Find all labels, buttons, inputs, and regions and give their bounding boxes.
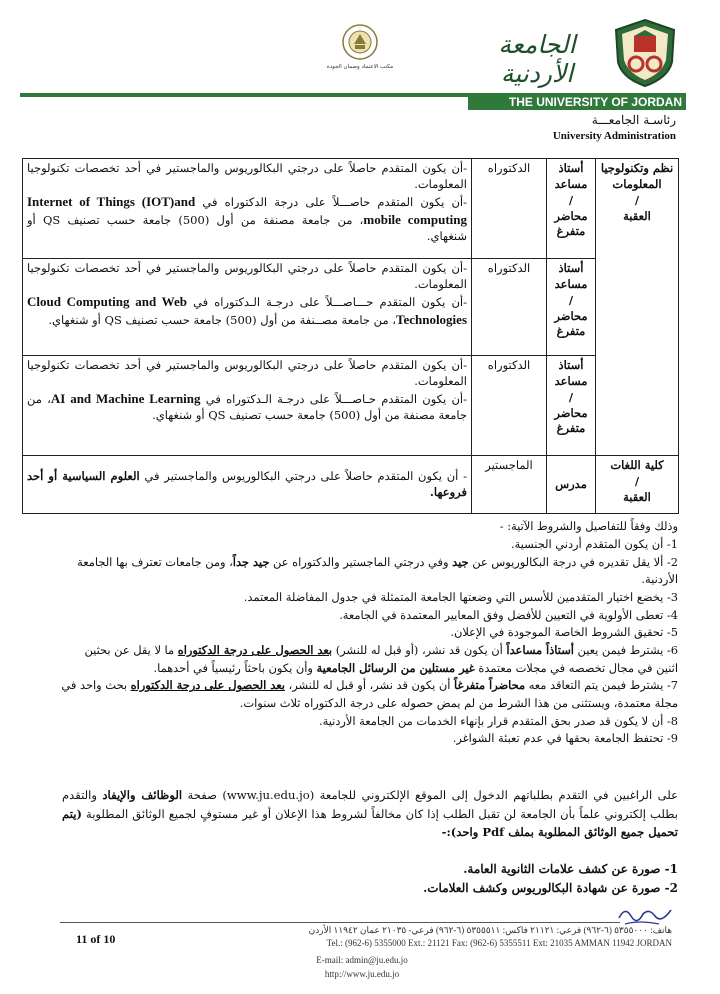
degree-cell: الدكتوراه [472,356,547,456]
condition-text: -أن يكون المتقدم حاصلاً على درجتي البكالوريوس والماجستير في أحد تخصصات تكنولوجيا المعلومات. [27,261,467,291]
list-item: 3- يخضع اختيار المتقدمين للأسس التي وضعتها الجامعة المتمثلة في جدول المفاضلة المعتمد. [243,590,678,605]
condition-text: - أن يكون المتقدم حاصلاً على درجتي البكالوريوس والماجستير في [144,468,467,483]
rank-cell [547,259,596,356]
apply-text-bold: الوظائف والإيفاد [102,788,183,802]
grade-very-good: جيد جداً [232,554,270,569]
college-line: / [634,473,640,488]
condition-text: -أن يكون المتقدم حـــاصـــلاً على درجـة الـدكتوراه في [193,294,468,309]
rank-cell: مدرس [547,456,596,514]
condition-text: -أن يكون المتقدم حاصلاً على درجتي البكالوريوس والماجستير في أحد تخصصات تكنولوجيا المعلومات. [27,358,467,388]
footer-contact-english: Tel.: (962-6) 5355000 Ext.: 21121 Fax: (962-6) 5355511 Ext: 21035 AMMAN 11942 JORDAN [326,938,672,948]
footer-rule [60,922,620,923]
rank-cell [547,159,596,259]
rank-line: مساعد [554,176,588,191]
condition-text: ، ومن جامعات تعترف بها الجامعة الأردنية. [77,554,678,587]
rank-line: محاضر [554,208,588,223]
seal-caption: مكتب الاعتماد وضمان الجودة [326,64,394,70]
condition-text: 6- يشترط فيمن يعين [577,643,678,658]
list-item: 2- صورة عن شهادة البكالوريوس وكشف العلامات. [423,881,678,896]
specialization-english: Internet of Things (IOT)and mobile computing [27,193,467,227]
specialization-english: Cloud Computing and Web Technologies [27,293,467,327]
rank-line: متفرغ [556,324,586,339]
list-item: 8- أن لا يكون قد صدر بحق المتقدم قرار بإنهاء الخدمات من الجامعة الأردنية. [318,713,678,728]
college-line: العقبة [623,489,651,504]
university-name-english: THE UNIVERSITY OF JORDAN [468,95,686,110]
college-line: كلية اللغات [610,458,664,472]
condition-text: أن يكون قد نشر، (أو قبل له للنشر) [335,643,503,658]
table-row [23,259,679,356]
condition-bold: غير مستلين من الرسائل الجامعية [316,660,475,675]
table-row [23,456,679,514]
university-logo [612,18,678,88]
list-item: 1- أن يكون المتقدم أردني الجنسية. [510,537,678,551]
apply-text: على الراغبين في التقدم بطلباتهم الدخول إلى الموقع الإلكتروني للجامعة (www.ju.edu.jo) صفحة [187,788,678,802]
footer-contact-arabic: هاتف: ٥٣٥٥٠٠٠ (٦-٩٦٢) فرعي: ٢١١٢١ فاكس: ٥٣٥٥٥١١ (٦-٩٦٢) فرعي- ٢١٠٣٥ عمان ١١٩٤٢ الأردن [308,925,672,935]
condition-text: ، من جامعة مصنفة من أول (500) جامعة حسب تصنيف QS أو شنغهاي. [27,212,467,243]
footer-email: E-mail: admin@ju.edu.jo [316,955,408,965]
college-line: العقبة [623,208,651,223]
footer-website[interactable]: http://www.ju.edu.jo [324,969,400,979]
condition-text-bold: العلوم السياسية أو أحد فروعها. [27,468,467,499]
rank-line: مساعد [554,276,588,291]
conditions-cell [23,159,472,259]
college-line: / [634,192,640,207]
college-line: نظم وتكنولوجيا [600,161,674,175]
application-paragraph [62,786,678,842]
conditions-cell [23,456,472,514]
list-item [60,642,678,677]
college-line: المعلومات [612,176,662,191]
condition-text: ما لا يقل عن بحثين اثنين في مجال تخصصه في مجلات معتمدة [84,643,678,675]
rank-line: محاضر [554,405,588,420]
condition-text: -أن يكون المتقدم حاصـــلاً على درجة الدكتوراه في [202,194,468,209]
conditions-cell [23,356,472,456]
rank-line: مساعد [554,373,588,388]
condition-text: وأن يكون باحثاً رئيسياً في أحدهما. [153,660,313,675]
rank-bold: محاضراً متفرغاً [454,678,526,693]
condition-text: وفي درجتي الماجستير والدكتوراه عن [273,554,449,569]
rank-line: / [568,389,574,404]
rank-line: / [568,292,574,307]
conditions-cell [23,259,472,356]
degree-cell: الماجستير [472,456,547,514]
list-item: 5- تحقيق الشروط الخاصة الموجودة في الإعلان. [450,625,678,640]
rank-line: أستاذ [558,161,584,175]
rank-line: أستاذ [558,261,584,275]
rank-line: / [568,192,574,207]
list-item: 9- تحتفظ الجامعة بحقها في عدم تعبئة الشواغر. [452,731,678,746]
table-row [23,159,679,259]
grade-good: جيد [452,554,469,569]
college-cell [596,456,679,514]
rank-line: متفرغ [556,224,586,239]
page-number: 11 of 10 [76,932,116,946]
rank-cell [547,356,596,456]
condition-underlined: بعد الحصول على درجة الدكتوراه [130,678,285,693]
degree-cell: الدكتوراه [472,159,547,259]
rank-line: محاضر [554,308,588,323]
condition-text: ، من جامعة مصنفة من أول (500) جامعة حسب تصنيف QS أو شنغهاي. [27,391,467,422]
condition-text: 2- ألا يقل تقديره في درجة البكالوريوس عن [472,554,678,569]
conditions-list [60,536,678,748]
specialization-english: AI and Machine Learning [50,390,201,406]
condition-text: أن يكون قد نشر، أو قبل له للنشر، [288,678,451,693]
list-item: 1- صورة عن كشف علامات الثانوية العامة. [463,862,678,876]
quality-seal-icon [340,22,380,62]
rank-line: متفرغ [556,421,586,436]
administration-arabic: رئاسـة الجامعـــة [591,113,676,127]
condition-underlined: بعد الحصول على درجة الدكتوراه [177,643,333,658]
administration-english: University Administration [552,130,676,142]
conditions-intro: وذلك وفقاً للتفاصيل والشروط الآتية: - [499,519,678,533]
college-cell [596,159,679,456]
list-item: 4- تعطى الأولوية في التعيين للأفضل وفق المعايير المعتمدة في الجامعة. [339,607,678,622]
positions-table [22,158,679,514]
condition-text: -أن يكون المتقدم حاصلاً على درجتي البكالوريوس والماجستير في أحد تخصصات تكنولوجيا المعلومات. [27,161,467,191]
university-name-arabic: الجامعة الأردنية [498,30,576,88]
requirements-list [60,860,678,898]
condition-text: ، من جامعة مصــنفة من أول (500) جامعة حسب تصنيف QS أو شنغهاي. [48,312,396,327]
apply-text: والتقدم بطلب إلكتروني علماً بأن الجامعة لن تقبل الطلب إذا كان مخالفاً لشروط هذا الإعلان أو غير مستوفٍ لجميع الوثائق المطلوبة [62,788,678,821]
condition-text: بحث واحد في مجلة معتمدة، ويستثنى من هذا الشرط من لم يمض حصوله على درجة الدكتوراه ثلاث سنوات. [61,678,678,711]
table-row [23,356,679,456]
rank-bold: أستاذاً مساعداً [506,643,574,658]
rank-line: أستاذ [558,358,584,372]
apply-text-bold: (يتم تحميل جميع الوثائق المطلوبة بملف Pdf واحد):- [62,806,678,840]
list-item [60,554,678,589]
degree-cell: الدكتوراه [472,259,547,356]
condition-text: -أن يكون المتقدم حـاصـــلاً على درجـة الـدكتوراه في [205,391,468,406]
condition-text: 7- يشترط فيمن يتم التعاقد معه [528,678,678,693]
list-item [60,677,678,712]
